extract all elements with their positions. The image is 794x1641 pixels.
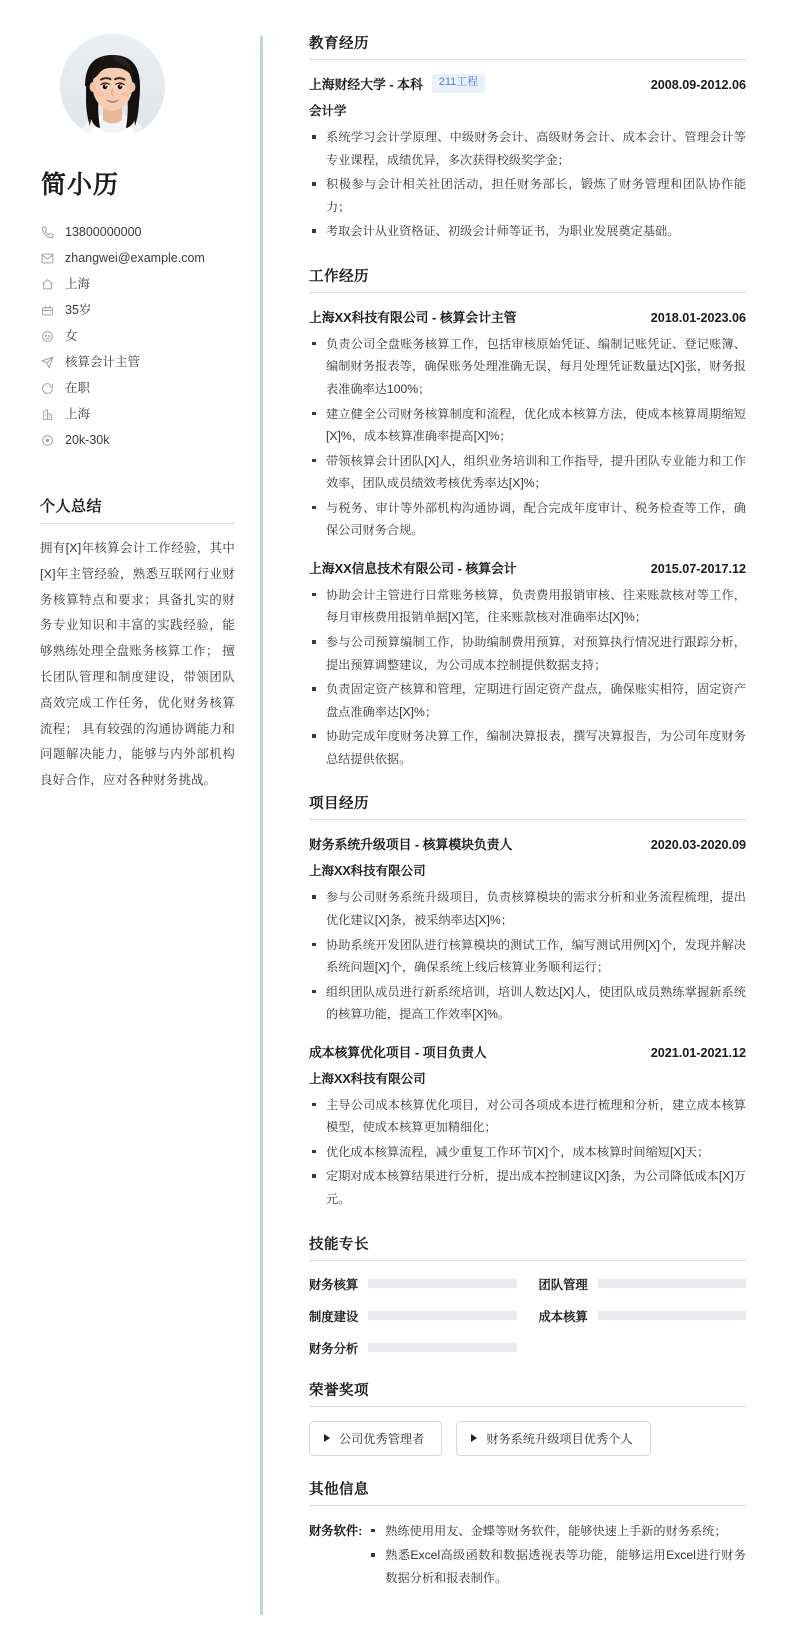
summary-section — [40, 495, 235, 794]
summary-heading: 个人总结 — [40, 495, 235, 524]
list-item: 定期对成本核算结果进行分析，提出成本控制建议[X]条，为公司降低成本[X]万元。 — [309, 1165, 746, 1210]
contact-phone — [40, 219, 235, 245]
skills-section — [309, 1233, 746, 1357]
gender-icon — [40, 329, 54, 343]
work-entry — [309, 307, 746, 542]
city-icon — [40, 407, 54, 421]
list-item: 组织团队成员进行新系统培训，培训人数达[X]人，使团队成员熟练掌握新系统的核算功能，提高工作效率[X]%。 — [309, 981, 746, 1026]
list-item: 建立健全公司财务核算制度和流程，优化成本核算方法，使成本核算周期缩短[X]%，成本核算准确率提高[X]%； — [309, 403, 746, 448]
other-info-section — [309, 1478, 746, 1590]
phone-icon — [40, 225, 54, 239]
company-role: 上海XX科技有限公司 - 核算会计主管 — [309, 309, 517, 325]
list-item: 负责公司全盘账务核算工作，包括审核原始凭证、编制记账凭证、登记账簿、编制财务报表等，确保账务处理准确无误，每月处理凭证数量达[X]张，财务报表准确率达100%； — [309, 333, 746, 401]
summary-text: 拥有[X]年核算会计工作经验，其中[X]年主管经验，熟悉互联网行业财务核算特点和要求；具备扎实的财务专业知识和丰富的实践经验，能够熟练处理全盘账务核算工作； 擅长团队管理和制度建设，带领团队高效完成工作任务，优化财务核算流程； 具有较强的沟通协调能力和问题解决能力，能够与内外部机构良好合作，应对各种财务挑战。 — [40, 541, 235, 788]
skill-label: 财务核算 — [309, 1277, 359, 1292]
play-triangle-icon — [471, 1434, 477, 1442]
page-title: 简小历 — [41, 171, 120, 199]
work-section — [309, 265, 746, 771]
skill-progress-track — [598, 1279, 746, 1288]
skill-item — [309, 1339, 517, 1357]
work-date: 2018.01-2023.06 — [650, 310, 746, 325]
contact-hometown — [40, 271, 235, 297]
project-entry — [309, 834, 746, 1025]
major-label: 会计学 — [309, 104, 347, 118]
awards-section — [309, 1379, 746, 1456]
work-entry — [309, 558, 746, 771]
list-item: 熟练使用用友、金蝶等财务软件，能够快速上手新的财务系统； — [368, 1520, 746, 1543]
education-date: 2008.09-2012.06 — [650, 78, 746, 92]
skill-item — [539, 1275, 747, 1293]
calendar-icon — [40, 303, 54, 317]
play-triangle-icon — [324, 1434, 330, 1442]
home-icon — [40, 277, 54, 291]
entry-header — [309, 558, 746, 577]
skill-label: 成本核算 — [538, 1309, 588, 1324]
list-item: 主导公司成本核算优化项目，对公司各项成本进行梳理和分析，建立成本核算模型，使成本核算更加精细化； — [309, 1094, 746, 1139]
project-company: 上海XX科技有限公司 — [309, 1071, 426, 1086]
project-entry — [309, 1042, 746, 1211]
education-heading: 教育经历 — [309, 32, 746, 60]
other-info-key: 财务软件: — [309, 1523, 363, 1538]
entry-header — [309, 834, 746, 853]
award-chip[interactable] — [309, 1421, 442, 1456]
contact-status — [40, 375, 235, 401]
list-item: 系统学习会计学原理、中级财务会计、高级财务会计、成本会计、管理会计等专业课程，成绩优异，多次获得校级奖学金； — [309, 126, 746, 171]
skill-item — [309, 1275, 517, 1293]
status-badge: 211工程 — [432, 74, 486, 92]
other-info-group — [309, 1520, 746, 1590]
skill-item — [539, 1307, 747, 1325]
education-entry — [309, 74, 746, 243]
contact-gender — [40, 323, 235, 349]
contact-salary — [40, 427, 235, 453]
projects-section — [309, 792, 746, 1210]
contact-value: 13800000000 — [65, 224, 142, 239]
skills-heading: 技能专长 — [309, 1233, 746, 1261]
salary-icon — [40, 433, 54, 447]
contact-value: 核算会计主管 — [65, 354, 141, 369]
project-company: 上海XX科技有限公司 — [309, 864, 426, 879]
skill-item — [309, 1307, 517, 1325]
skill-progress-track — [368, 1279, 516, 1288]
project-date: 2020.03-2020.09 — [650, 838, 746, 853]
position-icon — [40, 355, 54, 369]
contact-value: 女 — [65, 328, 78, 343]
other-info-list — [368, 1520, 746, 1590]
avatar-photo — [60, 34, 165, 139]
status-icon — [40, 381, 54, 395]
skill-progress-track — [368, 1343, 516, 1352]
school-name — [309, 74, 641, 93]
list-item: 负责固定资产核算和管理，定期进行固定资产盘点，确保账实相符，固定资产盘点准确率达[X]%； — [309, 678, 746, 723]
project-role: 财务系统升级项目 - 核算模块负责人 — [309, 837, 513, 853]
list-item: 协助系统开发团队进行核算模块的测试工作，编写测试用例[X]个，发现并解决系统问题[X]个，确保系统上线后核算业务顺利运行； — [309, 934, 746, 979]
contact-value: 上海 — [65, 406, 91, 421]
main-content — [263, 0, 794, 1641]
award-label: 财务系统升级项目优秀个人 — [486, 1431, 633, 1446]
list-item: 熟悉Excel高级函数和数据透视表等功能，能够运用Excel进行财务数据分析和报表制作。 — [368, 1544, 746, 1589]
list-item: 协助完成年度财务决算工作，编制决算报表，撰写决算报告，为公司年度财务总结提供依据。 — [309, 725, 746, 770]
project-role: 成本核算优化项目 - 项目负责人 — [309, 1044, 487, 1060]
list-item: 与税务、审计等外部机构沟通协调，配合完成年度审计、税务检查等工作，确保公司财务合规。 — [309, 497, 746, 542]
email-icon — [40, 251, 54, 265]
skill-label: 团队管理 — [538, 1277, 588, 1292]
education-section — [309, 32, 746, 243]
contact-position — [40, 349, 235, 375]
project-date: 2021.01-2021.12 — [650, 1045, 746, 1060]
list-item: 参与公司预算编制工作，协助编制费用预算，对预算执行情况进行跟踪分析，提出预算调整建议，为公司成本控制提供数据支持； — [309, 631, 746, 676]
work-heading: 工作经历 — [309, 265, 746, 293]
avatar — [60, 34, 165, 139]
contact-list — [40, 219, 235, 453]
skill-label: 制度建设 — [309, 1309, 359, 1324]
list-item: 带领核算会计团队[X]人，组织业务培训和工作指导，提升团队专业能力和工作效率，团队成员绩效考核优秀率达[X]%； — [309, 450, 746, 495]
awards-heading: 荣誉奖项 — [309, 1379, 746, 1407]
contact-email — [40, 245, 235, 271]
entry-header — [309, 74, 746, 93]
list-item: 优化成本核算流程，减少重复工作环节[X]个，成本核算时间缩短[X]天； — [309, 1141, 746, 1164]
work-bullets — [309, 584, 746, 771]
work-bullets — [309, 333, 746, 542]
contact-city — [40, 401, 235, 427]
award-label: 公司优秀管理者 — [339, 1431, 425, 1446]
skill-label: 财务分析 — [309, 1341, 359, 1356]
skills-grid — [309, 1275, 746, 1357]
skill-progress-track — [368, 1311, 516, 1320]
contact-value: 在职 — [65, 380, 91, 395]
list-item: 积极参与会计相关社团活动，担任财务部长，锻炼了财务管理和团队协作能力； — [309, 173, 746, 218]
work-date: 2015.07-2017.12 — [650, 561, 746, 576]
entry-header — [309, 1042, 746, 1061]
contact-value: 上海 — [65, 276, 91, 291]
other-info-heading: 其他信息 — [309, 1478, 746, 1506]
skill-progress-track — [598, 1311, 746, 1320]
awards-list — [309, 1421, 746, 1456]
education-bullets — [309, 126, 746, 243]
contact-value: 35岁 — [65, 302, 92, 317]
award-chip[interactable] — [456, 1421, 650, 1456]
contact-value: 20k-30k — [65, 432, 110, 447]
list-item: 参与公司财务系统升级项目，负责核算模块的需求分析和业务流程梳理，提出优化建议[X]条，被采纳率达[X]%； — [309, 886, 746, 931]
project-bullets — [309, 886, 746, 1025]
project-bullets — [309, 1094, 746, 1211]
contact-age — [40, 297, 235, 323]
school-label: 上海财经大学 - 本科 — [309, 77, 423, 92]
projects-heading: 项目经历 — [309, 792, 746, 820]
sidebar — [0, 0, 263, 1641]
contact-value: zhangwei@example.com — [65, 250, 205, 265]
entry-header — [309, 307, 746, 326]
list-item: 协助会计主管进行日常账务核算，负责费用报销审核、往来账款核对等工作，每月审核费用报销单据[X]笔，往来账款核对准确率达[X]%； — [309, 584, 746, 629]
company-role: 上海XX信息技术有限公司 - 核算会计 — [309, 560, 517, 576]
list-item: 考取会计从业资格证、初级会计师等证书，为职业发展奠定基础。 — [309, 220, 746, 243]
